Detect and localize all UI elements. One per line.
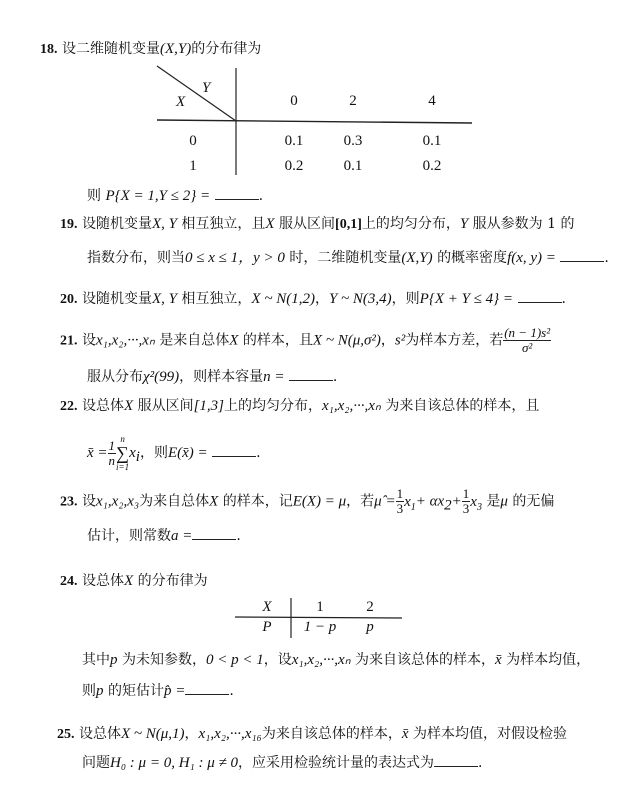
answer-blank[interactable] [185, 680, 229, 695]
math: Y [459, 216, 469, 232]
text: 为样本均值， [506, 652, 591, 668]
text: 则 [87, 188, 101, 204]
table-cell: 0.1 [284, 133, 304, 149]
text: 服从分布 [87, 369, 143, 385]
math: n = [263, 369, 285, 385]
row-value: p [366, 619, 374, 635]
text: 为未知参数， [121, 652, 206, 668]
question-24-line2 [82, 651, 590, 669]
text: 上的均匀分布， [361, 216, 460, 232]
table-cell: 0.1 [343, 158, 363, 174]
math: X [229, 332, 239, 349]
text: 的分布律为 [137, 573, 208, 589]
math: (X,Y) [401, 250, 433, 266]
math: x₁,x₂,···,xₙ [95, 332, 155, 349]
math: X [123, 398, 134, 414]
col-header: 4 [428, 93, 436, 109]
text: ，设 [263, 652, 292, 668]
period: . [561, 291, 566, 307]
text: 的无偏 [512, 493, 555, 510]
answer-blank[interactable] [434, 752, 478, 767]
math: μ̂ = [374, 493, 396, 510]
text: 为样本方差，若 [405, 332, 504, 349]
text: 上的均匀分布， [224, 398, 323, 414]
math: X ~ N(μ,1) [120, 726, 185, 742]
question-number: 19. [60, 217, 78, 232]
denominator: 3 [462, 501, 470, 516]
sum-upper: n [120, 434, 125, 444]
text: 设 [81, 332, 96, 349]
math: + [451, 493, 462, 510]
question-number: 21. [60, 333, 78, 349]
math: s² [394, 332, 406, 349]
text: 设二维随机变量 [61, 41, 160, 57]
math: X ~ N(1,2) [251, 291, 315, 307]
question-24-line3 [82, 680, 234, 700]
table-cell: 0.2 [422, 158, 442, 174]
text: 其中 [82, 652, 110, 668]
math: Y ~ N(3,4) [328, 291, 392, 307]
text: 设总体 [78, 726, 121, 742]
denominator: 3 [396, 501, 404, 516]
text: 设随机变量 [81, 216, 152, 232]
head-label: X [262, 599, 272, 615]
question-23-line1: 23. 设x₁,x₂,x₃为来自总体X 的样本，记E(X) = μ，若μ̂ = $\frac{1}{3}$ $x_1+ \alpha x_2+$ $\frac{1}{3}$ $x_3$ 是μ 的无偏 [60, 486, 555, 516]
math: 0 ≤ x ≤ 1， [185, 250, 254, 266]
row-header: 0 [189, 133, 197, 149]
text: 设总体 [81, 573, 124, 589]
math: E(x̄) = [167, 445, 208, 461]
head-value: 2 [366, 599, 374, 615]
math: x [129, 445, 136, 461]
math: x₁,x₂,···,x₁₆ [198, 726, 262, 742]
math: x̄ [401, 726, 409, 742]
period: . [604, 250, 609, 266]
math: p̂ = [163, 683, 186, 699]
text: 估计，则常数 [87, 528, 171, 544]
table-cell: 0.1 [422, 133, 442, 149]
text: 为来自该总体的样本， [261, 726, 402, 742]
denominator: σ² [522, 340, 533, 355]
text: 服从区间 [279, 216, 336, 232]
math: E(X) = μ [292, 493, 347, 510]
math: X ~ N(μ,σ²) [312, 332, 381, 349]
text: 为样本均值，对假设检验 [412, 726, 567, 742]
text: 指数分布，则当 [87, 250, 185, 266]
text: ，若 [346, 493, 375, 510]
math: χ²(99) [143, 369, 180, 385]
text: 问题 [82, 755, 110, 771]
text: 相互独立，且 [181, 216, 266, 232]
math: p [96, 683, 104, 699]
math: f(x, y) = [507, 250, 556, 266]
math: + αx [415, 493, 445, 510]
period: . [236, 528, 241, 544]
numerator: 1 [396, 486, 404, 501]
math: X [123, 573, 134, 589]
math: y > 0 [253, 250, 285, 266]
math: P{X = 1,Y ≤ 2} = [105, 188, 211, 204]
text: 设 [81, 493, 96, 510]
head-value: 1 [316, 599, 324, 615]
math: H₀ : μ = 0, H₁ : μ ≠ 0 [110, 755, 238, 771]
text: 相互独立， [181, 291, 252, 307]
period: . [332, 369, 338, 385]
table-cell: 0.3 [343, 133, 363, 149]
question-22-line2: x̄ = $\frac{1}{n}$ n ∑ i=1 $x_i$，则E(x̄) = . [87, 434, 261, 472]
numerator: 1 [108, 437, 116, 453]
text: 为来自该总体的样本，且 [385, 398, 540, 414]
math: P{X + Y ≤ 4} = [419, 291, 514, 307]
sum-lower: i=1 [116, 462, 130, 472]
numerator: 1 [462, 486, 470, 501]
period: . [258, 188, 264, 204]
text: ， [314, 291, 329, 307]
math: X, Y [151, 291, 177, 307]
text: 服从区间 [137, 398, 194, 414]
math: (X,Y) [159, 41, 192, 57]
text: 时，二维随机变量 [289, 250, 402, 266]
corner-label-x: X [176, 94, 186, 110]
row-value: 1 − p [303, 619, 337, 635]
question-number: 23. [60, 494, 78, 510]
text: 的概率密度 [437, 250, 508, 266]
question-number: 25. [57, 727, 75, 742]
question-number: 20. [60, 292, 78, 307]
corner-label-y: Y [202, 80, 211, 96]
text: 设随机变量 [81, 291, 152, 307]
text: 是 [486, 493, 501, 510]
math: X [265, 216, 275, 232]
text: ，应采用检验统计量的表达式为 [238, 755, 434, 771]
math: [1,3] [193, 398, 225, 414]
text: ， [380, 332, 395, 349]
question-25-line1 [57, 725, 567, 744]
period: . [256, 445, 261, 461]
math: x̄ = [87, 445, 108, 461]
math: X, Y [151, 216, 177, 232]
col-header: 2 [349, 93, 357, 109]
math: μ [500, 493, 508, 510]
text: ，则 [139, 445, 168, 461]
text: ， [184, 726, 199, 742]
math: x₁,x₂,x₃ [95, 493, 140, 510]
sum-icon: ∑ [116, 443, 129, 463]
math: [0,1] [335, 217, 362, 232]
text: 的分布律为 [191, 41, 262, 57]
period: . [478, 755, 483, 771]
question-25-line2 [82, 752, 482, 772]
text: ，则样本容量 [179, 369, 264, 385]
question-number: 24. [60, 574, 78, 589]
text: 为来自总体 [139, 493, 210, 510]
text: 的样本，且 [242, 332, 313, 349]
text: 的样本，记 [222, 493, 293, 510]
text: 为来自该总体的样本， [355, 652, 496, 668]
math: x₁,x₂,···,xₙ [291, 652, 351, 668]
question-number: 18. [40, 42, 58, 57]
row-header: 1 [189, 158, 197, 174]
question-number: 22. [60, 399, 78, 414]
numerator: (n − 1)s² [504, 325, 551, 340]
row-label: P [262, 619, 272, 635]
math: p [110, 652, 118, 668]
text: 服从参数为 1 的 [472, 216, 575, 232]
col-header: 0 [290, 93, 298, 109]
text: ，则 [391, 291, 420, 307]
period: . [229, 683, 234, 699]
math: a = [171, 528, 193, 544]
text: 的矩估计 [107, 683, 164, 699]
denominator: n [108, 452, 116, 468]
text: 则 [82, 683, 96, 699]
math: X [209, 493, 219, 510]
math: 0 < p < 1 [205, 652, 264, 668]
math: x̄ [495, 652, 502, 668]
text: 是来自总体 [159, 332, 230, 349]
table-cell: 0.2 [284, 158, 304, 174]
math: x₁,x₂,···,xₙ [322, 398, 381, 414]
text: 设总体 [81, 398, 124, 414]
